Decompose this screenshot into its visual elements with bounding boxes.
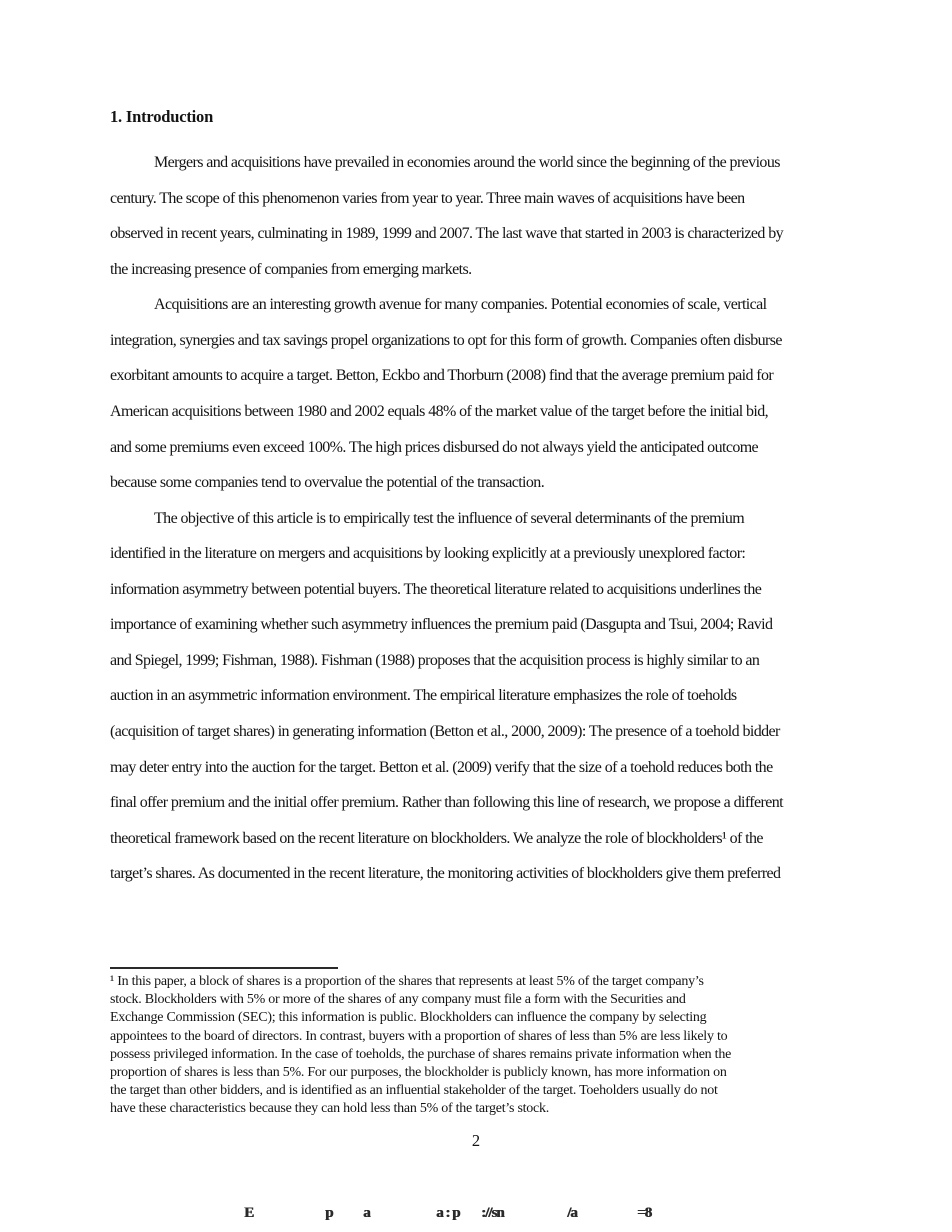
section-heading: 1. Introduction <box>110 107 214 126</box>
footer-text-fragment: a : p <box>436 1205 460 1221</box>
text-line: observed in recent years, culminating in 1989, 1999 and 2007. The last wave that started in 2003 is characterized by <box>110 225 783 243</box>
text-line: The objective of this article is to empirically test the influence of several determinants of the premium <box>154 509 745 527</box>
text-line: exorbitant amounts to acquire a target. Betton, Eckbo and Thorburn (2008) find that the average premium paid for <box>110 367 774 385</box>
text-line: theoretical framework based on the recent literature on blockholders. We analyze the role of blockholders¹ of the <box>110 829 763 847</box>
text-line: (acquisition of target shares) in generating information (Betton et al., 2000, 2009): The presence of a toehold bidder <box>110 723 780 740</box>
text-line: integration, synergies and tax savings propel organizations to opt for this form of growth. Companies often disburse <box>110 331 782 349</box>
footnote-separator <box>110 967 338 969</box>
text-line: auction in an asymmetric information environment. The empirical literature emphasizes the role of toeholds <box>110 687 737 705</box>
text-line: and Spiegel, 1999; Fishman, 1988). Fishman (1988) proposes that the acquisition process is highly similar to an <box>110 651 760 669</box>
footnote-line: Exchange Commission (SEC); this information is public. Blockholders can influence the company by selecting <box>110 1010 707 1026</box>
text-line: and some premiums even exceed 100%. The high prices disbursed do not always yield the anticipated outcome <box>110 438 759 456</box>
footer-text-fragment: ://sn <box>481 1205 504 1221</box>
footnote-line: appointees to the board of directors. In contrast, buyers with a proportion of shares of less than 5% are less likely to <box>110 1028 728 1044</box>
footer-text-fragment: =8 <box>637 1205 652 1221</box>
text-line: identified in the literature on mergers and acquisitions by looking explicitly at a previously unexplored factor: <box>110 545 746 563</box>
footer-text-fragment: a <box>363 1205 370 1221</box>
text-line: because some companies tend to overvalue the potential of the transaction. <box>110 474 545 492</box>
page-number: 2 <box>471 1131 481 1150</box>
footnote-line: stock. Blockholders with 5% or more of the shares of any company must file a form with the Securities and <box>110 992 686 1008</box>
footnote-line: the target than other bidders, and is identified as an influential stakeholder of the target. Toeholders usually do not <box>110 1083 718 1099</box>
footer-garbled-line <box>0 1205 952 1227</box>
text-line: the increasing presence of companies from emerging markets. <box>110 260 472 278</box>
footer-text-fragment: p <box>325 1205 333 1221</box>
footnote-line: ¹ In this paper, a block of shares is a proportion of the shares that represents at least 5% of the target company’s <box>110 974 704 989</box>
footnote-line: have these characteristics because they can hold less than 5% of the target’s stock. <box>110 1101 550 1117</box>
text-line: American acquisitions between 1980 and 2002 equals 48% of the market value of the target before the initial bid, <box>110 402 769 420</box>
footer-text-fragment: /a <box>567 1205 577 1221</box>
footer-text-fragment: E <box>244 1205 254 1221</box>
footnote-line: possess privileged information. In the case of toeholds, the purchase of shares remains private information when the <box>110 1046 732 1062</box>
text-line: century. The scope of this phenomenon varies from year to year. Three main waves of acquisitions have been <box>110 189 745 207</box>
footnote <box>110 973 900 1119</box>
text-line: Acquisitions are an interesting growth avenue for many companies. Potential economies of scale, vertical <box>154 296 767 314</box>
body-text <box>110 145 890 892</box>
text-line: final offer premium and the initial offer premium. Rather than following this line of research, we propose a different <box>110 794 783 812</box>
footnote-line: proportion of shares is less than 5%. For our purposes, the blockholder is publicly known, has more information on <box>110 1064 727 1080</box>
text-line: importance of examining whether such asymmetry influences the premium paid (Dasgupta and Tsui, 2004; Ravid <box>110 616 773 634</box>
text-line: information asymmetry between potential buyers. The theoretical literature related to acquisitions underlines the <box>110 580 762 598</box>
text-line: target’s shares. As documented in the recent literature, the monitoring activities of blockholders give them preferred <box>110 865 781 883</box>
text-line: Mergers and acquisitions have prevailed in economies around the world since the beginning of the previous <box>154 154 780 171</box>
text-line: may deter entry into the auction for the target. Betton et al. (2009) verify that the size of a toehold reduces both the <box>110 758 773 776</box>
